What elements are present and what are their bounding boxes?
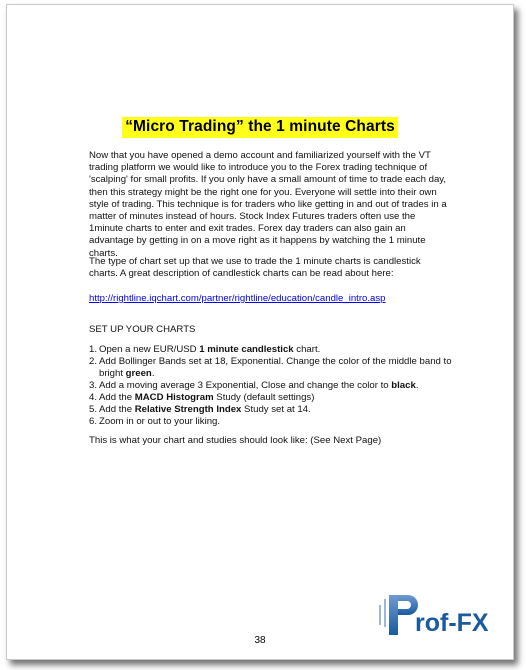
list-item bbox=[89, 344, 459, 356]
step-number: 3. bbox=[89, 380, 98, 391]
step-number: 2. bbox=[89, 356, 98, 367]
step-text-end: chart. bbox=[293, 344, 321, 355]
step-text: Add a moving average 3 Exponential, Close and change the color to bbox=[99, 380, 392, 391]
list-item bbox=[89, 392, 459, 404]
step-text: Open a new EUR/USD bbox=[99, 344, 200, 355]
page-number: 38 bbox=[254, 635, 266, 646]
step-text-end: Study (default settings) bbox=[213, 392, 315, 403]
step-emphasis: 1 minute candlestick bbox=[199, 344, 294, 355]
chart-type-paragraph: The type of chart set up that we use to trade the 1 minute charts is candlestick charts. A great description of candlestick charts can be read about here: bbox=[89, 256, 421, 280]
page-title: “Micro Trading” the 1 minute Charts bbox=[122, 117, 398, 138]
prof-fx-logo bbox=[375, 591, 509, 641]
step-emphasis: black bbox=[391, 380, 416, 391]
step-text: Zoom in or out to your liking. bbox=[99, 416, 221, 427]
step-text: Add the bbox=[99, 392, 135, 403]
intro-paragraph: Now that you have opened a demo account and familiarized yourself with the VT trading platform we would like to introduce you to the Forex trading technique of 'scalping' for small profits. If you only have a small amount of time to trade each day, then this strategy might be the right one for you. Everyone will settle into their own style of trading. This technique is for traders who like getting in and out of trades in a matter of minutes instead of hours. Stock Index Futures traders often use the 1minute charts to enter and exit trades. Forex day traders can also gain an advantage by getting in on a move right as it happens by watching the 1 minute charts. bbox=[89, 150, 447, 259]
step-text-end: Study set at 14. bbox=[241, 404, 311, 415]
step-number: 5. bbox=[89, 404, 98, 415]
step-emphasis: Relative Strength Index bbox=[134, 404, 242, 415]
list-item bbox=[89, 356, 459, 380]
step-number: 6. bbox=[89, 416, 98, 427]
logo-text: rof-FX bbox=[415, 609, 489, 637]
list-item bbox=[89, 380, 459, 392]
setup-heading: SET UP YOUR CHARTS bbox=[89, 324, 196, 335]
step-text-end: . bbox=[415, 380, 419, 391]
candlestick-info-link[interactable]: http://rightline.iqchart.com/partner/rightline/education/candle_intro.asp bbox=[89, 293, 386, 304]
logo-mark bbox=[375, 591, 509, 641]
document-page bbox=[6, 4, 514, 660]
step-text-end: . bbox=[151, 368, 155, 379]
step-emphasis: green bbox=[125, 368, 152, 379]
title-container bbox=[7, 117, 513, 138]
closing-sentence: This is what your chart and studies should look like: (See Next Page) bbox=[89, 435, 382, 446]
list-item bbox=[89, 404, 459, 416]
step-number: 4. bbox=[89, 392, 98, 403]
step-number: 1. bbox=[89, 344, 98, 355]
setup-steps-list bbox=[89, 344, 459, 428]
step-emphasis: MACD Histogram bbox=[134, 392, 214, 403]
step-text: Add the bbox=[99, 404, 135, 415]
list-item bbox=[89, 416, 459, 428]
logo-p-stem bbox=[389, 595, 398, 635]
logo-bar bbox=[379, 605, 381, 625]
step-text: Add Bollinger Bands set at 18, Exponential. Change the color of the middle band to bright bbox=[99, 356, 452, 379]
logo-bar bbox=[384, 599, 386, 627]
